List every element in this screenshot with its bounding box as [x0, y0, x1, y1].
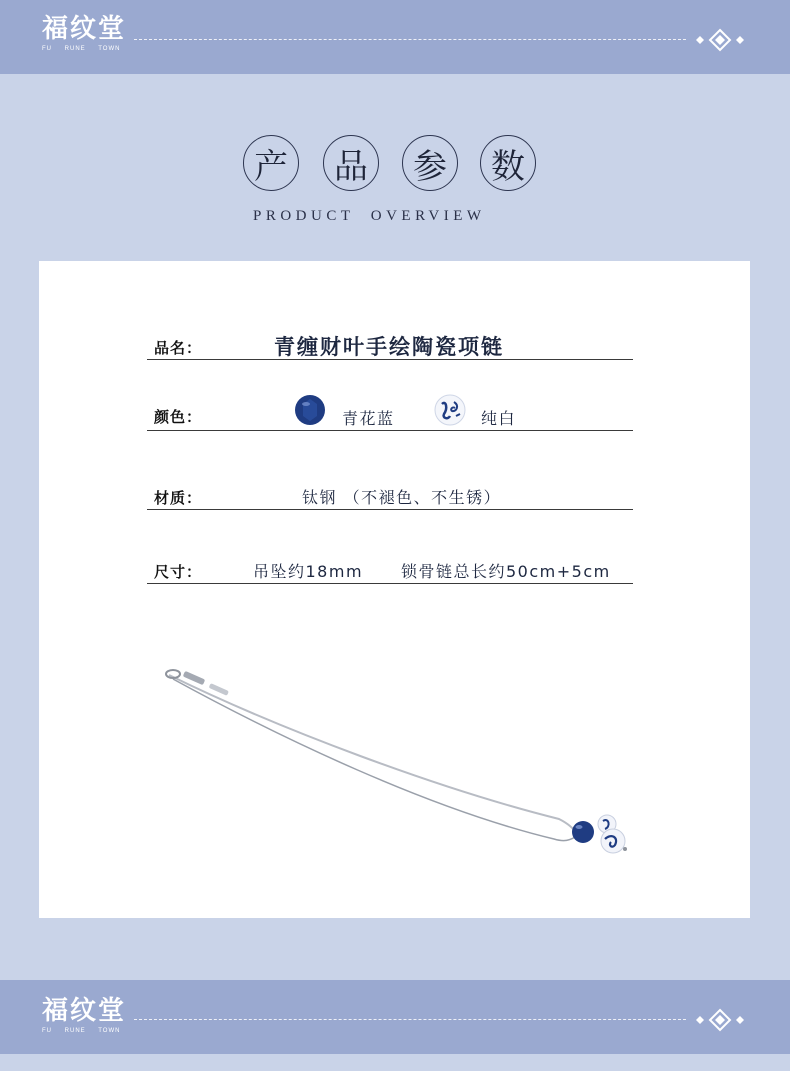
- product-name: 青缠财叶手绘陶瓷项链: [274, 335, 504, 359]
- spec-label: 材质：: [154, 489, 203, 507]
- spec-row-color: [147, 392, 633, 431]
- logo-chinese: 福纹堂: [42, 14, 127, 44]
- blue-bead-icon[interactable]: [294, 394, 326, 426]
- title-char: 数: [480, 135, 536, 191]
- spec-label: 颜色：: [154, 408, 203, 426]
- diamond-ornament-icon: [690, 28, 750, 52]
- title-char: 品: [323, 135, 379, 191]
- logo-english: FU RUNE TOWN: [42, 1028, 121, 1034]
- footer-band: [0, 980, 790, 1054]
- title-char: 参: [402, 135, 458, 191]
- title-char: 产: [243, 135, 299, 191]
- spec-label: 尺寸：: [154, 563, 203, 581]
- logo-chinese: 福纹堂: [42, 996, 127, 1026]
- dashed-divider: [134, 1019, 686, 1020]
- color-option-label[interactable]: 纯白: [481, 409, 517, 428]
- logo-english: FU RUNE TOWN: [42, 46, 121, 52]
- pendant-size: 吊坠约18mm: [253, 562, 364, 581]
- header-band: [0, 0, 790, 74]
- necklace-image: [159, 659, 639, 869]
- diamond-ornament-icon: [690, 1008, 750, 1032]
- material-value: 钛钢 （不褪色、不生锈）: [302, 488, 502, 507]
- section-title: [243, 135, 543, 193]
- spec-card: [39, 261, 750, 918]
- spec-row-size: [147, 557, 633, 584]
- chain-length: 锁骨链总长约50cm+5cm: [401, 562, 611, 581]
- spec-row-material: [147, 483, 633, 510]
- section-subtitle: PRODUCT OVERVIEW: [253, 208, 486, 224]
- white-porcelain-bead-icon[interactable]: [434, 394, 466, 426]
- brand-logo: [42, 14, 142, 64]
- spec-row-name: [147, 331, 633, 360]
- brand-logo: [42, 996, 142, 1046]
- color-option-label[interactable]: 青花蓝: [342, 409, 395, 428]
- spec-label: 品名：: [154, 339, 203, 357]
- dashed-divider: [134, 39, 686, 40]
